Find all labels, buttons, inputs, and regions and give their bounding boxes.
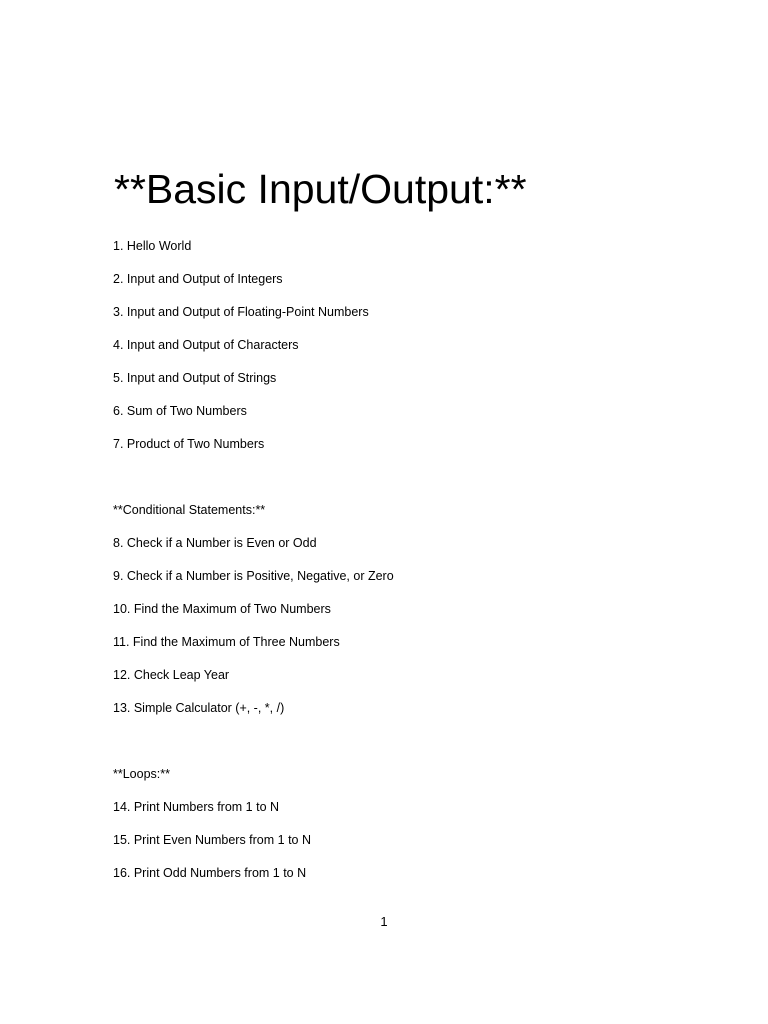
section-heading-conditional: **Conditional Statements:** xyxy=(113,503,266,517)
list-item: 2. Input and Output of Integers xyxy=(113,272,283,286)
page-number: 1 xyxy=(380,914,388,929)
list-item: 1. Hello World xyxy=(113,239,192,253)
section-title-basic-io: **Basic Input/Output:** xyxy=(114,166,527,212)
list-item: 10. Find the Maximum of Two Numbers xyxy=(113,602,331,616)
list-item: 12. Check Leap Year xyxy=(113,668,230,682)
list-item: 13. Simple Calculator (+, -, *, /) xyxy=(113,701,285,715)
list-item: 9. Check if a Number is Positive, Negative, or Zero xyxy=(113,569,394,583)
section-heading-loops: **Loops:** xyxy=(113,767,170,781)
list-item: 7. Product of Two Numbers xyxy=(113,437,265,451)
list-item: 4. Input and Output of Characters xyxy=(113,338,299,352)
list-item: 15. Print Even Numbers from 1 to N xyxy=(113,833,311,847)
list-item: 6. Sum of Two Numbers xyxy=(113,404,247,418)
list-item: 11. Find the Maximum of Three Numbers xyxy=(113,635,340,649)
list-item: 5. Input and Output of Strings xyxy=(113,371,277,385)
list-item: 3. Input and Output of Floating-Point Numbers xyxy=(113,305,369,319)
list-item: 16. Print Odd Numbers from 1 to N xyxy=(113,866,307,880)
list-item: 8. Check if a Number is Even or Odd xyxy=(113,536,317,550)
list-item: 14. Print Numbers from 1 to N xyxy=(113,800,280,814)
